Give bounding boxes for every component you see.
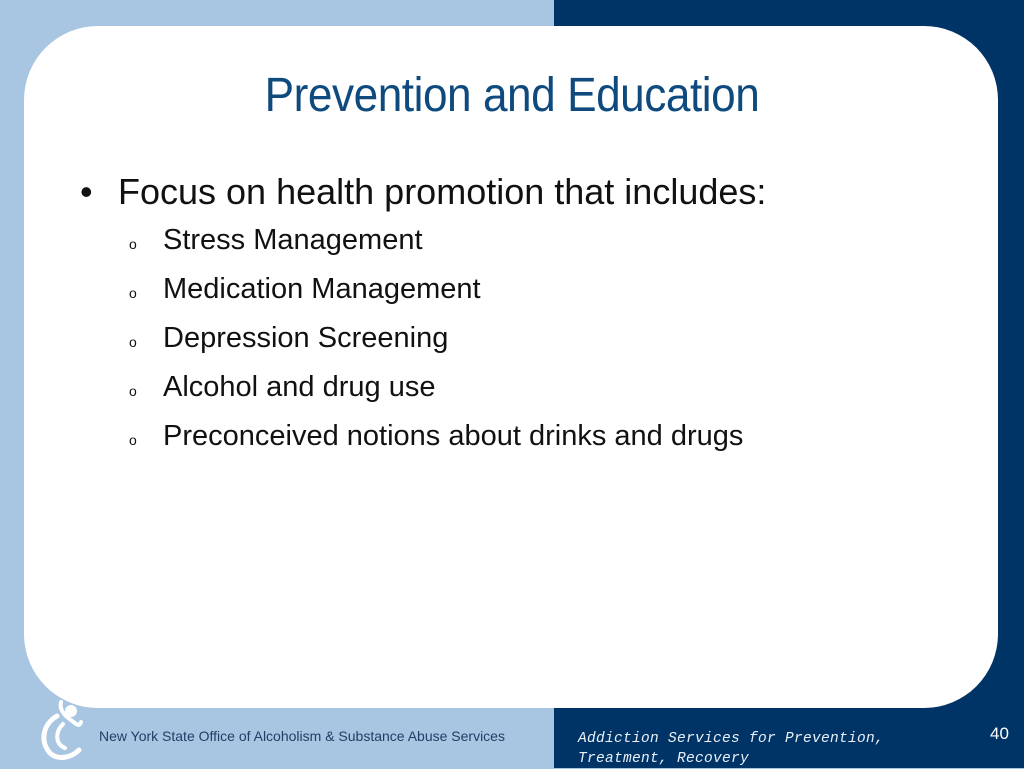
sub-bullet-item (80, 222, 964, 271)
sub-bullet-marker: o (129, 383, 137, 399)
sub-bullet-text: Medication Management (163, 273, 481, 305)
sub-bullet-item (80, 418, 964, 467)
sub-bullet-list (80, 222, 964, 467)
sub-bullet-item (80, 271, 964, 320)
bullet-list (80, 168, 964, 467)
sub-bullet-text: Alcohol and drug use (163, 371, 436, 403)
sub-bullet-marker: o (129, 334, 137, 350)
sub-bullet-item (80, 369, 964, 418)
page-number: 40 (990, 724, 1009, 743)
tagline-line-2: Treatment, Recovery (578, 751, 750, 767)
sub-bullet-text: Stress Management (163, 224, 423, 256)
bullet-marker: • (80, 171, 93, 212)
sub-bullet-marker: o (129, 432, 137, 448)
sub-bullet-marker: o (129, 285, 137, 301)
main-bullet (80, 168, 964, 216)
oasas-figure-logo-icon (35, 698, 87, 762)
footer-organization: New York State Office of Alcoholism & Substance Abuse Services (99, 728, 505, 744)
slide-title: Prevention and Education (264, 69, 760, 122)
main-bullet-text: Focus on health promotion that includes: (118, 171, 767, 212)
sub-bullet-item (80, 320, 964, 369)
sub-bullet-text: Preconceived notions about drinks and drugs (163, 420, 744, 452)
sub-bullet-text: Depression Screening (163, 322, 449, 354)
sub-bullet-marker: o (129, 236, 137, 252)
tagline-line-1: Addiction Services for Prevention, (578, 731, 885, 747)
footer-tagline (578, 729, 884, 769)
